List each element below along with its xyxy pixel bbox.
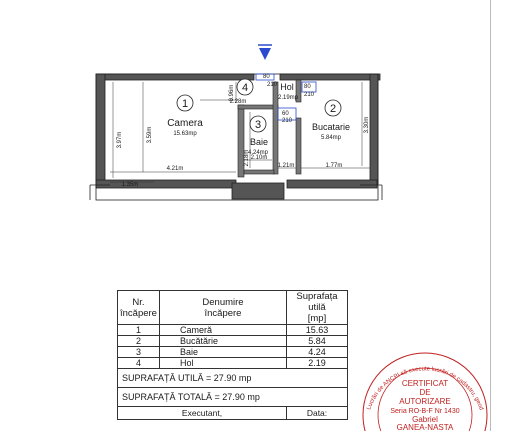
table-header-row [118, 291, 348, 325]
svg-text:5.84mp: 5.84mp [320, 135, 342, 141]
header-name: Denumire încăpere [159, 291, 286, 325]
svg-text:210: 210 [267, 82, 278, 88]
svg-text:80: 80 [304, 84, 311, 90]
rooms-table [117, 290, 348, 420]
svg-text:DE: DE [419, 388, 431, 397]
svg-text:60: 60 [282, 111, 289, 117]
svg-text:GANEA-NASTA: GANEA-NASTA [396, 423, 454, 431]
table-row: 1 Cameră 15.63 [118, 325, 348, 336]
svg-text:2.10m: 2.10m [250, 155, 268, 161]
svg-text:Camera: Camera [167, 118, 203, 129]
svg-text:2.18m: 2.18m [244, 149, 250, 167]
table-row: 3 Baie 4.24 [118, 347, 348, 358]
svg-text:CERTIFICAT: CERTIFICAT [401, 379, 449, 388]
header-nr: Nr. încăpere [118, 291, 160, 325]
svg-text:3.59m: 3.59m [147, 126, 153, 144]
authorization-stamp [360, 340, 490, 431]
room-2 [312, 100, 350, 141]
svg-text:2.19mp: 2.19mp [277, 95, 299, 101]
stamp-ring-text: Lucrări de ANCPI să execute lucrări de cadastru, geod [366, 366, 484, 412]
svg-text:1.77m: 1.77m [325, 163, 343, 169]
svg-text:1.35m: 1.35m [121, 182, 139, 188]
svg-text:210: 210 [282, 118, 293, 124]
sum-total-row: SUPRAFAȚĂ TOTALĂ = 27.90 mp [118, 388, 348, 407]
svg-text:Hol: Hol [280, 82, 294, 92]
header-area: Suprafața utilă [mp] [286, 291, 347, 325]
svg-text:3.30m: 3.30m [364, 116, 370, 134]
svg-text:3.97m: 3.97m [117, 131, 123, 149]
svg-text:Gabriel: Gabriel [412, 415, 438, 424]
svg-text:2.28m: 2.28m [229, 99, 247, 105]
svg-text:210: 210 [304, 92, 315, 98]
svg-text:4.24mp: 4.24mp [247, 150, 269, 156]
svg-text:1.21m: 1.21m [277, 163, 295, 169]
table-row: 4 Hol 2.19 [118, 358, 348, 369]
svg-text:4: 4 [241, 82, 249, 94]
room-1 [167, 95, 203, 137]
svg-text:Seria RO-B-F Nr 1430: Seria RO-B-F Nr 1430 [390, 408, 460, 415]
svg-text:15.63mp: 15.63mp [173, 131, 197, 137]
svg-text:0.96m: 0.96m [229, 84, 235, 102]
sum-util-row: SUPRAFAȚĂ UTILĂ = 27.90 mp [118, 369, 348, 388]
signature-row: Executant, Data: [118, 407, 348, 420]
svg-text:Baie: Baie [249, 137, 269, 147]
svg-text:Bucatarie: Bucatarie [311, 122, 351, 132]
svg-text:80: 80 [263, 74, 270, 80]
room-3 [248, 116, 269, 156]
svg-text:2: 2 [329, 103, 337, 115]
entrance-arrow-icon [258, 45, 272, 60]
svg-text:AUTORIZARE: AUTORIZARE [399, 397, 451, 406]
svg-text:1: 1 [181, 98, 189, 110]
svg-text:4.21m: 4.21m [166, 166, 184, 172]
svg-text:3: 3 [254, 119, 262, 131]
table-row: 2 Bucătărie 5.84 [118, 336, 348, 347]
